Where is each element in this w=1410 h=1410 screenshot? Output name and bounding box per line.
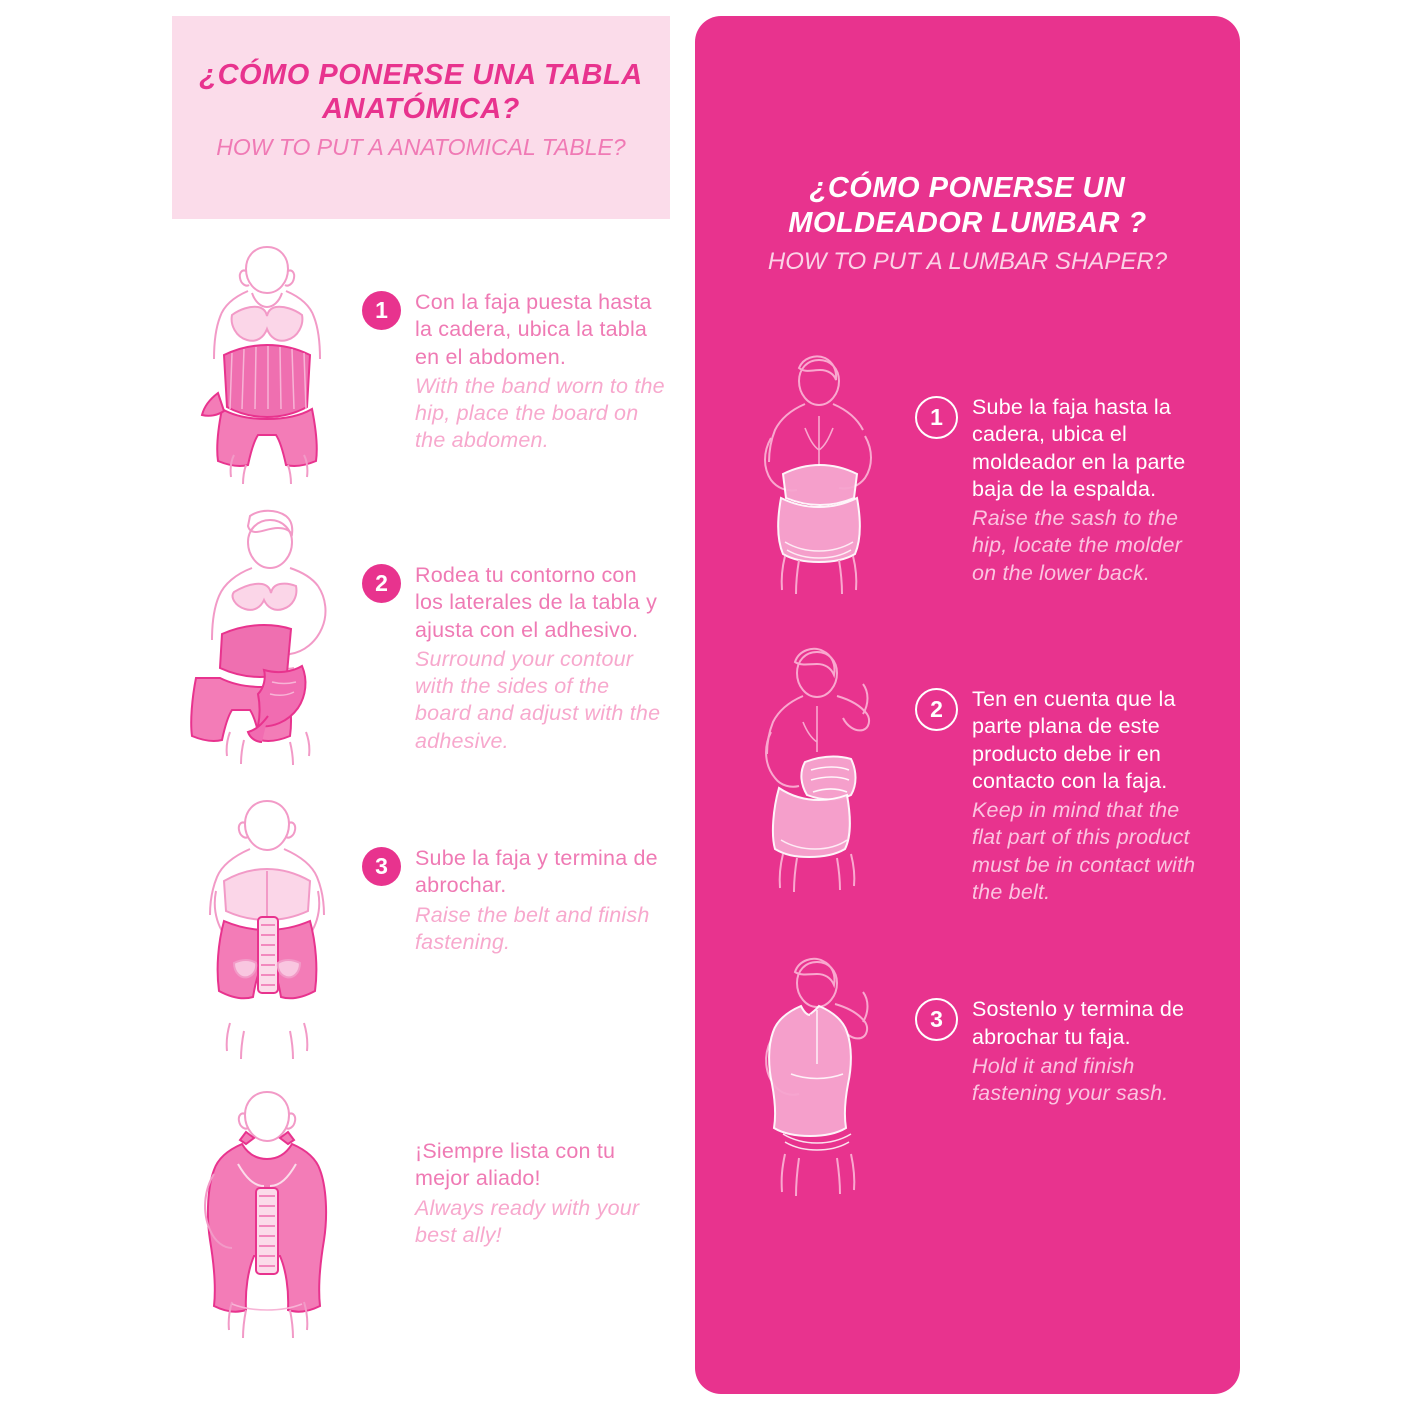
right-steps-list (725, 346, 1225, 1250)
woman-back-fastening-sash-illustration (725, 948, 915, 1208)
right-step-3-text-en: Hold it and finish fastening your sash. (972, 1053, 1169, 1106)
right-step-1-texts (972, 394, 1204, 587)
right-step-2-texts (972, 686, 1204, 906)
woman-adjusting-board-sides-illustration (172, 502, 362, 767)
right-step-3-text-es: Sostenlo y termina de abrochar tu faja. (972, 997, 1185, 1049)
right-step-1 (725, 346, 1225, 596)
right-step-3-number: 3 (915, 998, 958, 1041)
right-panel-lumbar-shaper (695, 16, 1240, 1394)
left-title-en: HOW TO PUT A ANATOMICAL TABLE? (216, 134, 626, 161)
woman-back-flat-side-against-belt-illustration (725, 638, 915, 893)
right-step-3-texts (972, 996, 1204, 1107)
woman-front-board-on-abdomen-illustration (172, 229, 362, 484)
woman-back-placing-lumbar-shaper-illustration (725, 346, 915, 596)
left-step-3-text-es: Sube la faja y termina de abrochar. (415, 846, 658, 898)
right-step-1-text-es: Sube la faja hasta la cadera, ubica el moldeador en la parte baja de la espalda. (972, 395, 1186, 501)
left-title-es: ¿CÓMO PONERSE UNA TABLA ANATÓMICA? (199, 59, 643, 126)
left-step-2 (172, 502, 670, 767)
right-step-1-text-en: Raise the sash to the hip, locate the molder on the lower back. (972, 506, 1182, 585)
right-panel-header (695, 16, 1240, 276)
left-panel-anatomical-table (172, 16, 670, 1386)
right-step-2 (725, 638, 1225, 906)
right-step-2-body (915, 638, 1225, 906)
left-step-2-text-es: Rodea tu contorno con los laterales de la tabla y ajusta con el adhesivo. (415, 563, 658, 642)
left-step-1-texts (415, 289, 667, 455)
left-step-2-text-en: Surround your contour with the sides of the board and adjust with the adhesive. (415, 646, 661, 753)
right-step-1-number: 1 (915, 396, 958, 439)
left-step-closing-body (362, 1078, 670, 1249)
left-step-1 (172, 229, 670, 484)
left-step-1-text-en: With the band worn to the hip, place the board on the abdomen. (415, 373, 665, 453)
left-step-2-number: 2 (362, 564, 401, 603)
left-step-3-body (362, 785, 670, 956)
left-step-3-number: 3 (362, 847, 401, 886)
left-step-closing (172, 1078, 670, 1338)
right-step-2-text-en: Keep in mind that the flat part of this product must be in contact with the belt. (972, 798, 1196, 905)
right-step-2-number: 2 (915, 688, 958, 731)
left-step-3 (172, 785, 670, 1060)
left-panel-header (172, 16, 670, 219)
left-step-1-body (362, 229, 670, 455)
left-step-2-body (362, 502, 670, 755)
right-title-en: HOW TO PUT A LUMBAR SHAPER? (767, 247, 1168, 275)
left-step-1-number: 1 (362, 291, 401, 330)
right-step-1-body (915, 346, 1225, 587)
right-step-3-body (915, 948, 1225, 1107)
right-step-2-text-es: Ten en cuenta que la parte plana de este producto debe ir en contacto con la faja. (972, 687, 1176, 793)
left-step-1-text-es: Con la faja puesta hasta la cadera, ubica la tabla en el abdomen. (415, 290, 652, 369)
left-closing-text-en: Always ready with your best ally! (415, 1195, 640, 1247)
right-title-es: ¿CÓMO PONERSE UN MOLDEADOR LUMBAR ? (788, 172, 1147, 239)
left-step-closing-texts (415, 1138, 667, 1249)
woman-pulling-up-girdle-illustration (172, 785, 362, 1060)
left-step-3-texts (415, 845, 667, 956)
left-step-3-text-en: Raise the belt and finish fastening. (415, 902, 650, 954)
left-steps-list (172, 229, 670, 1356)
woman-wearing-full-bodysuit-illustration (172, 1078, 362, 1338)
left-step-2-texts (415, 562, 667, 755)
left-closing-text-es: ¡Siempre lista con tu mejor aliado! (415, 1139, 616, 1191)
right-step-3 (725, 948, 1225, 1208)
